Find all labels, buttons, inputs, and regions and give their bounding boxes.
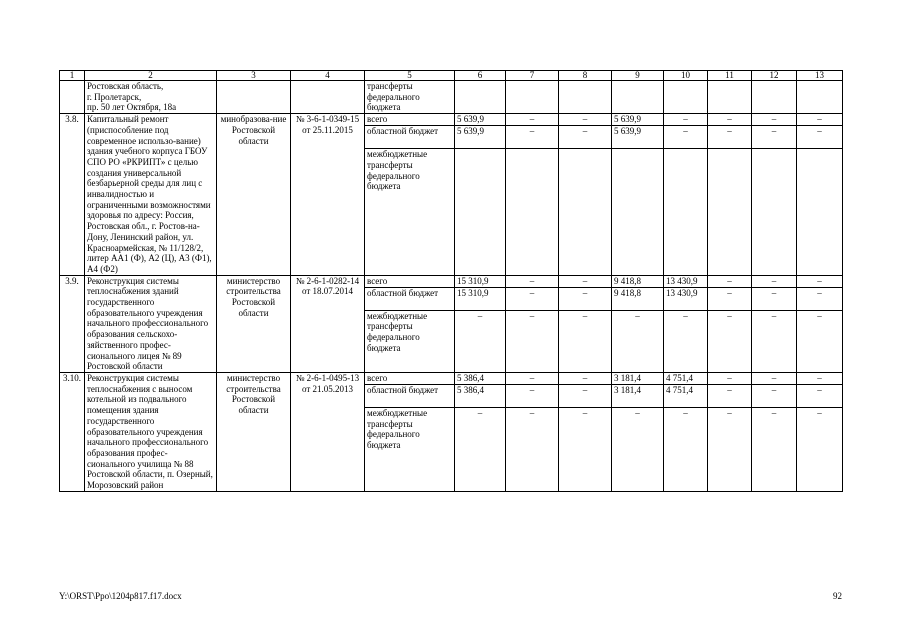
program-table xyxy=(59,70,842,492)
sub-rows xyxy=(506,373,558,452)
sub-row xyxy=(365,149,454,194)
amount xyxy=(797,149,842,194)
sub-row xyxy=(752,126,796,149)
amount xyxy=(752,149,796,194)
value-cell xyxy=(797,372,843,491)
sub-row xyxy=(455,310,505,355)
funding-source-cell xyxy=(365,372,455,491)
sub-row xyxy=(797,373,842,385)
sub-row xyxy=(664,310,707,355)
amount: – xyxy=(752,287,796,310)
sub-rows xyxy=(365,373,454,452)
sub-row xyxy=(506,149,558,194)
sub-row xyxy=(559,276,611,288)
sub-rows xyxy=(559,373,611,452)
sub-row xyxy=(506,287,558,310)
empty-cell xyxy=(506,81,559,114)
funding-source: межбюджетные трансферты федерального бюджета xyxy=(365,407,454,452)
empty-cell xyxy=(291,81,365,114)
amount: 5 386,4 xyxy=(457,372,484,383)
value-cell xyxy=(559,275,612,372)
sub-row xyxy=(752,407,796,452)
sub-row xyxy=(797,276,842,288)
value-cell xyxy=(664,114,708,276)
amount: – xyxy=(612,407,663,452)
amount: – xyxy=(752,407,796,452)
sub-row xyxy=(612,276,663,288)
sub-row xyxy=(612,310,663,355)
document-number: № 2-6-1-0495-13 от 21.05.2013 xyxy=(291,372,365,491)
sub-rows xyxy=(365,114,454,193)
value-cell xyxy=(664,372,708,491)
amount: – xyxy=(506,310,558,355)
value-cell xyxy=(455,275,506,372)
amount: 5 639,9 xyxy=(457,114,484,125)
amount: 13 430,9 xyxy=(664,287,707,310)
sub-row xyxy=(752,384,796,407)
sub-row xyxy=(506,126,558,149)
amount: – xyxy=(817,372,822,383)
funding-source-cell xyxy=(365,114,455,276)
empty-cell xyxy=(60,81,85,114)
sub-row xyxy=(559,310,611,355)
sub-rows xyxy=(708,276,751,355)
value-cell xyxy=(708,114,752,276)
sub-rows xyxy=(612,276,663,355)
sub-rows xyxy=(752,373,796,452)
amount: – xyxy=(582,372,588,383)
column-number: 6 xyxy=(455,71,506,81)
amount: – xyxy=(559,287,611,310)
sub-row xyxy=(506,373,558,385)
column-number: 3 xyxy=(217,71,291,81)
object-name: Реконструкция системы теплоснабжения зданий государственного образовательного учреждения начального профессионального образования сельскохо-зяйственного профес-сионального лицея № 89 Ростовской области xyxy=(85,275,217,372)
column-number: 9 xyxy=(612,71,664,81)
amount: – xyxy=(664,310,707,355)
sub-row xyxy=(365,126,454,149)
value-cell xyxy=(506,275,559,372)
amount: – xyxy=(506,287,558,310)
amount xyxy=(664,149,707,194)
sub-row xyxy=(559,149,611,194)
amount xyxy=(612,149,663,194)
sub-row xyxy=(506,276,558,288)
column-number: 11 xyxy=(708,71,752,81)
funding-source: областной бюджет xyxy=(365,384,454,407)
sub-row xyxy=(365,407,454,452)
sub-row xyxy=(708,310,751,355)
sub-row xyxy=(455,384,505,407)
empty-cell xyxy=(612,81,664,114)
customer: министерство строительства Ростовской области xyxy=(217,275,291,372)
funding-source: всего xyxy=(367,275,388,286)
funding-source-cell xyxy=(365,275,455,372)
amount: 5 639,9 xyxy=(612,126,663,149)
amount: – xyxy=(455,310,505,355)
sub-row xyxy=(708,149,751,194)
sub-row xyxy=(752,149,796,194)
sub-row xyxy=(506,310,558,355)
sub-row xyxy=(664,126,707,149)
amount: – xyxy=(506,126,558,149)
amount: – xyxy=(582,114,588,125)
empty-cell xyxy=(708,81,752,114)
row-number: 3.8. xyxy=(60,114,85,276)
sub-row xyxy=(612,126,663,149)
sub-row xyxy=(455,149,505,194)
sub-rows xyxy=(455,114,505,193)
sub-rows xyxy=(664,114,707,193)
sub-rows xyxy=(559,114,611,193)
amount: – xyxy=(612,310,663,355)
sub-rows xyxy=(506,114,558,193)
sub-row xyxy=(455,114,505,126)
page-number: 92 xyxy=(833,591,842,601)
sub-rows xyxy=(797,276,842,355)
sub-rows xyxy=(752,114,796,193)
column-number: 13 xyxy=(797,71,843,81)
sub-row xyxy=(708,384,751,407)
amount: – xyxy=(752,126,796,149)
amount: – xyxy=(708,384,751,407)
value-cell xyxy=(559,372,612,491)
funding-source: всего xyxy=(367,114,388,125)
sub-row xyxy=(612,373,663,385)
amount: – xyxy=(817,275,822,286)
sub-row xyxy=(708,287,751,310)
sub-row xyxy=(664,276,707,288)
sub-row xyxy=(797,149,842,194)
sub-rows xyxy=(797,373,842,452)
amount: – xyxy=(727,275,732,286)
amount: – xyxy=(559,407,611,452)
sub-rows xyxy=(455,276,505,355)
sub-row xyxy=(664,149,707,194)
sub-row xyxy=(612,149,663,194)
amount xyxy=(455,149,505,194)
column-number: 8 xyxy=(559,71,612,81)
amount: – xyxy=(559,310,611,355)
continuation-row xyxy=(60,81,843,114)
sub-row xyxy=(455,373,505,385)
amount: – xyxy=(708,126,751,149)
column-number: 1 xyxy=(60,71,85,81)
sub-row xyxy=(797,126,842,149)
sub-row xyxy=(455,276,505,288)
amount: – xyxy=(683,114,688,125)
value-cell xyxy=(506,372,559,491)
sub-row xyxy=(506,384,558,407)
data-table xyxy=(59,70,843,492)
sub-rows xyxy=(708,373,751,452)
amount: 3 181,4 xyxy=(614,372,641,383)
sub-row xyxy=(752,373,796,385)
sub-row xyxy=(708,276,751,288)
sub-rows xyxy=(612,114,663,193)
sub-rows xyxy=(455,373,505,452)
sub-row xyxy=(752,276,796,288)
value-cell xyxy=(455,114,506,276)
sub-rows xyxy=(752,276,796,355)
sub-rows xyxy=(559,276,611,355)
sub-row xyxy=(365,384,454,407)
sub-row xyxy=(455,126,505,149)
amount: 15 310,9 xyxy=(457,275,489,286)
column-number-row xyxy=(60,71,843,81)
column-number: 10 xyxy=(664,71,708,81)
object-name: Капитальный ремонт (приспособление под современное использо-вание) здания учебного корпуса ГБОУ СПО РО «РКРИПТ» с целью создания универсальной безбарьерной среды для лиц с инвалидностью и ограниченными возможностями здоровья по адресу: Россия, Ростовская обл., г. Ростов-на-Дону, Ленинский район, ул. Красноармейская, № 11/128/2, литер АА1 (Ф), А2 (Ц), А3 (Ф1), А4 (Ф2) xyxy=(85,114,217,276)
amount: – xyxy=(559,126,611,149)
value-cell xyxy=(559,114,612,276)
funding-source: областной бюджет xyxy=(365,126,454,149)
sub-row xyxy=(708,126,751,149)
amount: – xyxy=(529,275,535,286)
amount: – xyxy=(797,384,842,407)
empty-cell xyxy=(217,81,291,114)
amount: 4 751,4 xyxy=(664,384,707,407)
sub-rows xyxy=(365,276,454,355)
sub-row xyxy=(559,114,611,126)
amount: – xyxy=(797,407,842,452)
amount: – xyxy=(797,310,842,355)
sub-row xyxy=(506,114,558,126)
funding-source: областной бюджет xyxy=(365,287,454,310)
sub-row xyxy=(559,384,611,407)
row-number: 3.9. xyxy=(60,275,85,372)
value-cell xyxy=(752,372,797,491)
sub-rows xyxy=(797,114,842,193)
amount: – xyxy=(771,114,777,125)
amount: – xyxy=(752,384,796,407)
sub-rows xyxy=(506,276,558,355)
empty-cell xyxy=(797,81,843,114)
amount: – xyxy=(529,114,535,125)
amount: – xyxy=(529,372,535,383)
amount: 5 639,9 xyxy=(455,126,505,149)
amount: – xyxy=(664,407,707,452)
customer: министерство строительства Ростовской области xyxy=(217,372,291,491)
sub-row xyxy=(664,373,707,385)
value-cell xyxy=(752,275,797,372)
value-cell xyxy=(664,275,708,372)
sub-row xyxy=(708,373,751,385)
sub-row xyxy=(365,114,454,126)
sub-row xyxy=(506,407,558,452)
amount: – xyxy=(727,372,732,383)
funding-source: всего xyxy=(367,372,388,383)
amount: – xyxy=(817,114,822,125)
empty-cell xyxy=(752,81,797,114)
sub-row xyxy=(455,287,505,310)
amount: 15 310,9 xyxy=(455,287,505,310)
sub-row xyxy=(559,126,611,149)
amount xyxy=(708,149,751,194)
column-number: 5 xyxy=(365,71,455,81)
value-cell xyxy=(797,275,843,372)
amount: – xyxy=(708,287,751,310)
sub-row xyxy=(752,310,796,355)
amount: – xyxy=(506,407,558,452)
sub-row xyxy=(664,384,707,407)
sub-row xyxy=(664,287,707,310)
empty-cell xyxy=(664,81,708,114)
sub-rows xyxy=(708,114,751,193)
sub-row xyxy=(797,310,842,355)
amount xyxy=(559,149,611,194)
column-number: 12 xyxy=(752,71,797,81)
sub-row xyxy=(612,287,663,310)
amount: – xyxy=(797,126,842,149)
sub-row xyxy=(797,407,842,452)
amount: 13 430,9 xyxy=(666,275,698,286)
amount: 3 181,4 xyxy=(612,384,663,407)
sub-row xyxy=(797,384,842,407)
amount xyxy=(506,149,558,194)
column-number: 2 xyxy=(85,71,217,81)
amount: – xyxy=(506,384,558,407)
sub-row xyxy=(455,407,505,452)
document-number: № 2-6-1-0282-14 от 18.07.2014 xyxy=(291,275,365,372)
document-number: № 3-6-1-0349-15 от 25.11.2015 xyxy=(291,114,365,276)
sub-row xyxy=(612,407,663,452)
value-cell xyxy=(708,275,752,372)
sub-row xyxy=(752,287,796,310)
sub-row xyxy=(797,287,842,310)
customer: минобразова-ние Ростовской области xyxy=(217,114,291,276)
object-name: Реконструкция системы теплоснабжения с выносом котельной из подвального помещения здания государственного образовательного учреждения начального профессионального образования профес-сионального училища № 88 Ростовской области, п. Озерный, Морозовский район xyxy=(85,372,217,491)
table-row xyxy=(60,372,843,491)
amount: – xyxy=(708,310,751,355)
sub-row xyxy=(559,287,611,310)
empty-cell xyxy=(559,81,612,114)
amount: – xyxy=(455,407,505,452)
sub-rows xyxy=(612,373,663,452)
continuation-address: Ростовская область, г. Пролетарск, пр. 50 лет Октября, 18а xyxy=(85,81,217,114)
sub-row xyxy=(559,373,611,385)
amount: 5 386,4 xyxy=(455,384,505,407)
file-path: Y:\ORST\Ppo\1204p817.f17.docx xyxy=(59,591,182,601)
amount: – xyxy=(582,275,588,286)
amount: – xyxy=(664,126,707,149)
funding-source: межбюджетные трансферты федерального бюджета xyxy=(365,149,454,194)
sub-row xyxy=(797,114,842,126)
column-number: 4 xyxy=(291,71,365,81)
value-cell xyxy=(506,114,559,276)
amount: – xyxy=(797,287,842,310)
value-cell xyxy=(708,372,752,491)
sub-row xyxy=(612,114,663,126)
sub-row xyxy=(612,384,663,407)
sub-row xyxy=(752,114,796,126)
amount: – xyxy=(771,372,777,383)
amount: – xyxy=(708,407,751,452)
amount: 9 418,8 xyxy=(612,287,663,310)
value-cell xyxy=(612,372,664,491)
sub-row xyxy=(365,310,454,355)
amount: 4 751,4 xyxy=(666,372,693,383)
sub-rows xyxy=(664,373,707,452)
value-cell xyxy=(612,275,664,372)
amount: – xyxy=(727,114,732,125)
sub-row xyxy=(365,276,454,288)
sub-row xyxy=(365,373,454,385)
sub-row xyxy=(708,114,751,126)
amount: 9 418,8 xyxy=(614,275,641,286)
amount: – xyxy=(559,384,611,407)
amount: – xyxy=(771,275,777,286)
value-cell xyxy=(455,372,506,491)
column-number: 7 xyxy=(506,71,559,81)
amount: 5 639,9 xyxy=(614,114,641,125)
value-cell xyxy=(752,114,797,276)
sub-row xyxy=(664,114,707,126)
empty-cell xyxy=(455,81,506,114)
continuation-source: трансферты федерального бюджета xyxy=(365,81,455,114)
funding-source: межбюджетные трансферты федерального бюджета xyxy=(365,310,454,355)
table-row xyxy=(60,275,843,372)
sub-row xyxy=(708,407,751,452)
row-number: 3.10. xyxy=(60,372,85,491)
sub-row xyxy=(365,287,454,310)
value-cell xyxy=(797,114,843,276)
sub-row xyxy=(559,407,611,452)
amount: – xyxy=(752,310,796,355)
table-row xyxy=(60,114,843,276)
value-cell xyxy=(612,114,664,276)
sub-row xyxy=(664,407,707,452)
sub-rows xyxy=(664,276,707,355)
